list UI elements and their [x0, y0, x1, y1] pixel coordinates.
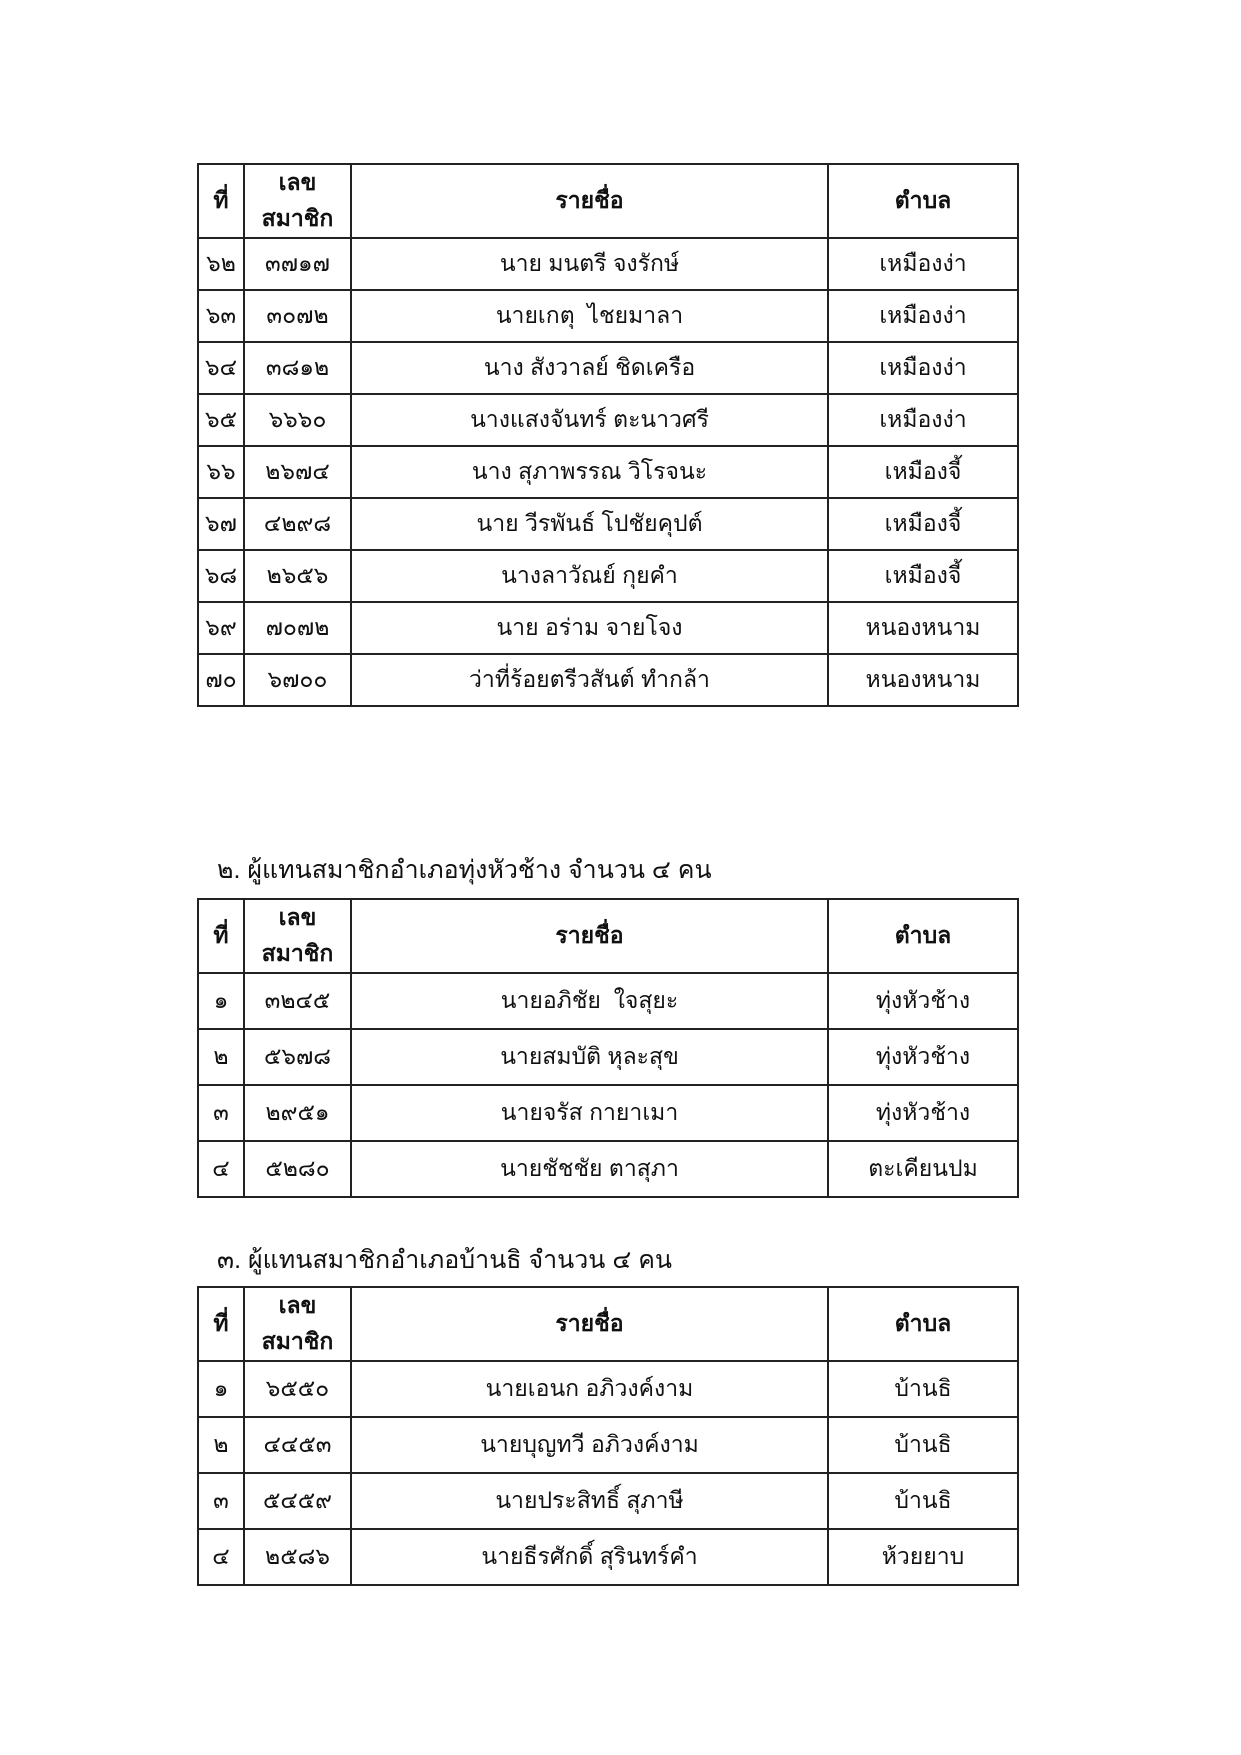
- cell-name: นายประสิทธิ์ สุภาษี: [351, 1473, 828, 1529]
- cell-name: นางลาวัณย์ กุยคำ: [351, 550, 828, 602]
- col-header-name: รายชื่อ: [351, 164, 828, 238]
- table-row: [198, 654, 1018, 706]
- cell-name: นาย วีรพันธ์ โปชัยคุปต์: [351, 498, 828, 550]
- cell-member-number: ๕๔๕๙: [244, 1473, 351, 1529]
- cell-name: นายบุญทวี อภิวงค์งาม: [351, 1417, 828, 1473]
- cell-subdistrict: เหมืองจี้: [828, 446, 1018, 498]
- cell-name: นายสมบัติ หุละสุข: [351, 1029, 828, 1085]
- table-row: [198, 1141, 1018, 1197]
- cell-name: นางแสงจันทร์ ตะนาวศรี: [351, 394, 828, 446]
- cell-member-number: ๒๕๘๖: [244, 1529, 351, 1585]
- cell-no: ๖๘: [198, 550, 244, 602]
- cell-member-number: ๓๗๑๗: [244, 238, 351, 290]
- cell-no: ๖๕: [198, 394, 244, 446]
- members-table-ban-thi: [197, 1286, 1019, 1586]
- col-header-name: รายชื่อ: [351, 1287, 828, 1361]
- cell-no: ๗๐: [198, 654, 244, 706]
- table-row: [198, 1029, 1018, 1085]
- cell-name: นาง สุภาพรรณ วิโรจนะ: [351, 446, 828, 498]
- cell-member-number: ๖๗๐๐: [244, 654, 351, 706]
- cell-name: นายชัชชัย ตาสุภา: [351, 1141, 828, 1197]
- table-row: [198, 973, 1018, 1029]
- table-row: [198, 1417, 1018, 1473]
- members-table-thung-hua-chang: [197, 898, 1019, 1198]
- cell-subdistrict: ทุ่งหัวช้าง: [828, 973, 1018, 1029]
- table-header-row: [198, 1287, 1018, 1361]
- cell-no: ๑: [198, 1361, 244, 1417]
- cell-subdistrict: เหมืองง่า: [828, 238, 1018, 290]
- table-row: [198, 238, 1018, 290]
- cell-name: ว่าที่ร้อยตรีวสันต์ ทำกล้า: [351, 654, 828, 706]
- cell-no: ๒: [198, 1029, 244, 1085]
- cell-no: ๒: [198, 1417, 244, 1473]
- table-row: [198, 550, 1018, 602]
- table-row: [198, 1473, 1018, 1529]
- cell-name: นายอภิชัย ใจสุยะ: [351, 973, 828, 1029]
- cell-no: ๖๖: [198, 446, 244, 498]
- col-header-member-number: เลขสมาชิก: [244, 899, 351, 973]
- cell-subdistrict: บ้านธิ: [828, 1417, 1018, 1473]
- cell-member-number: ๓๘๑๒: [244, 342, 351, 394]
- cell-no: ๖๔: [198, 342, 244, 394]
- table-row: [198, 498, 1018, 550]
- table-row: [198, 602, 1018, 654]
- cell-no: ๖๙: [198, 602, 244, 654]
- members-table-continued: [197, 163, 1019, 707]
- cell-member-number: ๒๙๕๑: [244, 1085, 351, 1141]
- col-header-no: ที่: [198, 164, 244, 238]
- cell-no: ๑: [198, 973, 244, 1029]
- cell-subdistrict: หนองหนาม: [828, 654, 1018, 706]
- cell-subdistrict: เหมืองง่า: [828, 394, 1018, 446]
- table-row: [198, 290, 1018, 342]
- cell-member-number: ๓๒๔๕: [244, 973, 351, 1029]
- cell-member-number: ๕๒๘๐: [244, 1141, 351, 1197]
- col-header-no: ที่: [198, 899, 244, 973]
- cell-member-number: ๖๖๖๐: [244, 394, 351, 446]
- cell-name: นาย มนตรี จงรักษ์: [351, 238, 828, 290]
- cell-member-number: ๒๖๕๖: [244, 550, 351, 602]
- cell-member-number: ๕๖๗๘: [244, 1029, 351, 1085]
- cell-no: ๔: [198, 1141, 244, 1197]
- cell-name: นายเกตุ ไชยมาลา: [351, 290, 828, 342]
- cell-name: นายเอนก อภิวงค์งาม: [351, 1361, 828, 1417]
- cell-subdistrict: หนองหนาม: [828, 602, 1018, 654]
- cell-name: นาย อร่าม จายโจง: [351, 602, 828, 654]
- cell-subdistrict: ทุ่งหัวช้าง: [828, 1085, 1018, 1141]
- col-header-member-number: เลขสมาชิก: [244, 1287, 351, 1361]
- cell-subdistrict: เหมืองจี้: [828, 550, 1018, 602]
- cell-subdistrict: บ้านธิ: [828, 1473, 1018, 1529]
- cell-member-number: ๗๐๗๒: [244, 602, 351, 654]
- cell-name: นายธีรศักดิ์ สุรินทร์คำ: [351, 1529, 828, 1585]
- col-header-member-number: เลขสมาชิก: [244, 164, 351, 238]
- cell-member-number: ๒๖๗๔: [244, 446, 351, 498]
- table-header-row: [198, 899, 1018, 973]
- col-header-subdistrict: ตำบล: [828, 1287, 1018, 1361]
- cell-no: ๓: [198, 1473, 244, 1529]
- cell-name: นายจรัส กายาเมา: [351, 1085, 828, 1141]
- cell-subdistrict: บ้านธิ: [828, 1361, 1018, 1417]
- table-row: [198, 1361, 1018, 1417]
- table-row: [198, 342, 1018, 394]
- cell-no: ๔: [198, 1529, 244, 1585]
- cell-member-number: ๓๐๗๒: [244, 290, 351, 342]
- table-header-row: [198, 164, 1018, 238]
- col-header-no: ที่: [198, 1287, 244, 1361]
- cell-subdistrict: ทุ่งหัวช้าง: [828, 1029, 1018, 1085]
- table-row: [198, 1529, 1018, 1585]
- cell-subdistrict: เหมืองง่า: [828, 290, 1018, 342]
- cell-member-number: ๔๔๕๓: [244, 1417, 351, 1473]
- section-3-heading: ๓. ผู้แทนสมาชิกอำเภอบ้านธิ จำนวน ๔ คน: [217, 1246, 673, 1274]
- section-2-heading: ๒. ผู้แทนสมาชิกอำเภอทุ่งหัวช้าง จำนวน ๔ คน: [217, 856, 712, 884]
- cell-member-number: ๔๒๙๘: [244, 498, 351, 550]
- table-row: [198, 446, 1018, 498]
- cell-no: ๖๓: [198, 290, 244, 342]
- cell-subdistrict: เหมืองจี้: [828, 498, 1018, 550]
- col-header-name: รายชื่อ: [351, 899, 828, 973]
- cell-subdistrict: เหมืองง่า: [828, 342, 1018, 394]
- cell-no: ๖๒: [198, 238, 244, 290]
- cell-no: ๓: [198, 1085, 244, 1141]
- col-header-subdistrict: ตำบล: [828, 899, 1018, 973]
- cell-member-number: ๖๕๕๐: [244, 1361, 351, 1417]
- cell-subdistrict: ห้วยยาบ: [828, 1529, 1018, 1585]
- cell-no: ๖๗: [198, 498, 244, 550]
- cell-name: นาง สังวาลย์ ชิดเครือ: [351, 342, 828, 394]
- table-row: [198, 1085, 1018, 1141]
- col-header-subdistrict: ตำบล: [828, 164, 1018, 238]
- cell-subdistrict: ตะเคียนปม: [828, 1141, 1018, 1197]
- table-row: [198, 394, 1018, 446]
